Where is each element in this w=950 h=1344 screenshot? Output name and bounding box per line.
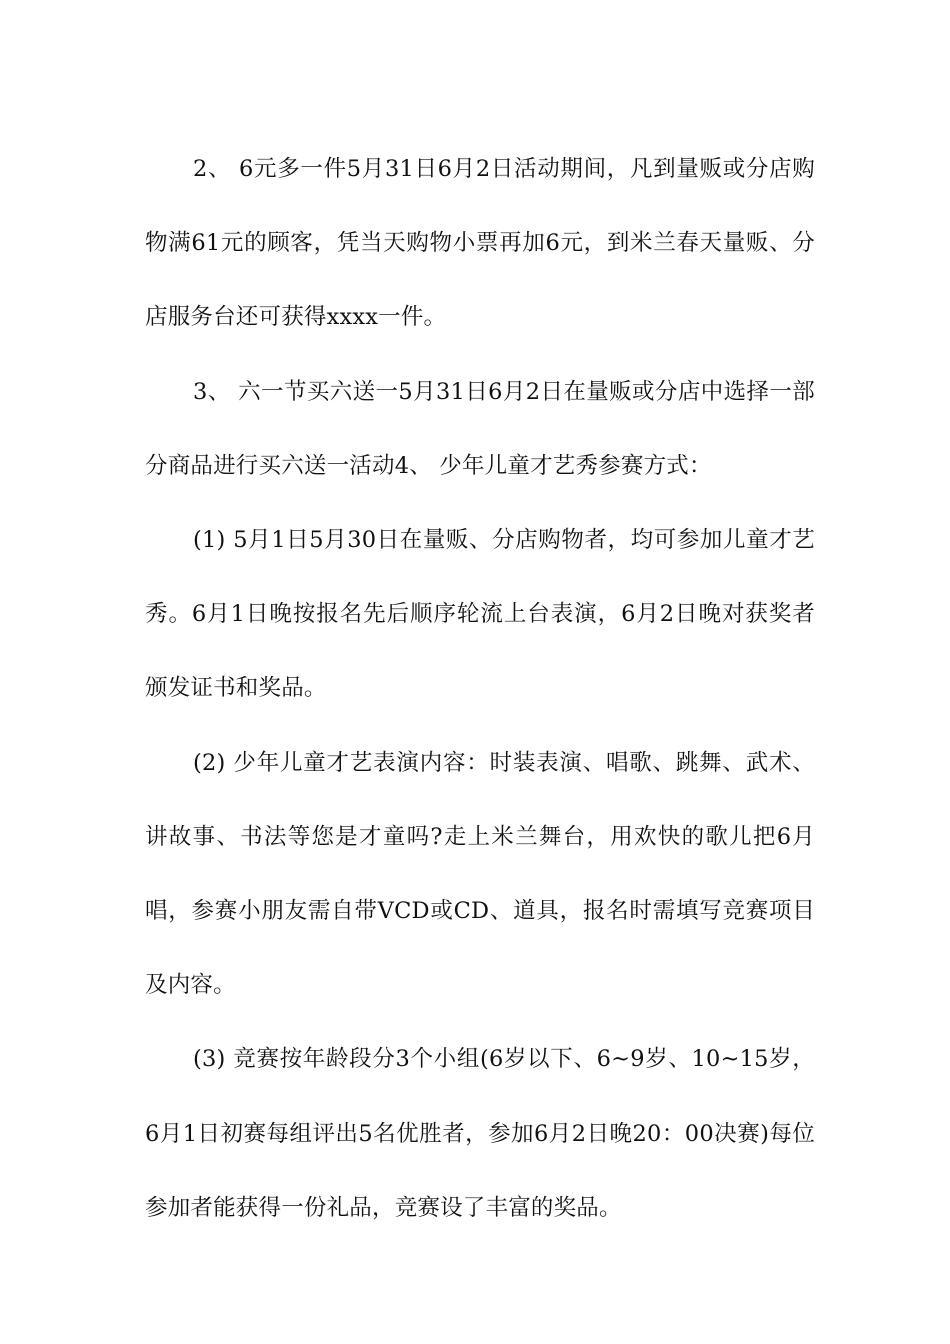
paragraph-item-2: 2、 6元多一件5月31日6月2日活动期间，凡到量贩或分店购物满61元的顾客，凭当天购物小票再加6元，到米兰春天量贩、分店服务台还可获得xxxx一件。	[145, 156, 815, 331]
paragraph-sub-3: (3) 竞赛按年龄段分3个小组(6岁以下、6~9岁、10~15岁，6月1日初赛每组评出5名优胜者，参加6月2日晚20：00决赛)每位参加者能获得一份礼品，竞赛设了丰富的奖品。	[145, 1046, 815, 1221]
paragraph-item-3: 3、 六一节买六送一5月31日6月2日在量贩或分店中选择一部分商品进行买六送一活动4、 少年儿童才艺秀参赛方式：	[145, 378, 815, 479]
paragraph-sub-1: (1) 5月1日5月30日在量贩、分店购物者，均可参加儿童才艺秀。6月1日晚按报名先后顺序轮流上台表演，6月2日晚对获奖者颁发证书和奖品。	[145, 527, 815, 702]
paragraph-sub-2: (2) 少年儿童才艺表演内容：时装表演、唱歌、跳舞、武术、讲故事、书法等您是才童吗?走上米兰舞台，用欢快的歌儿把6月唱，参赛小朋友需自带VCD或CD、道具，报名时需填写竞赛项目及内容。	[145, 749, 815, 999]
document-body	[145, 132, 815, 1245]
